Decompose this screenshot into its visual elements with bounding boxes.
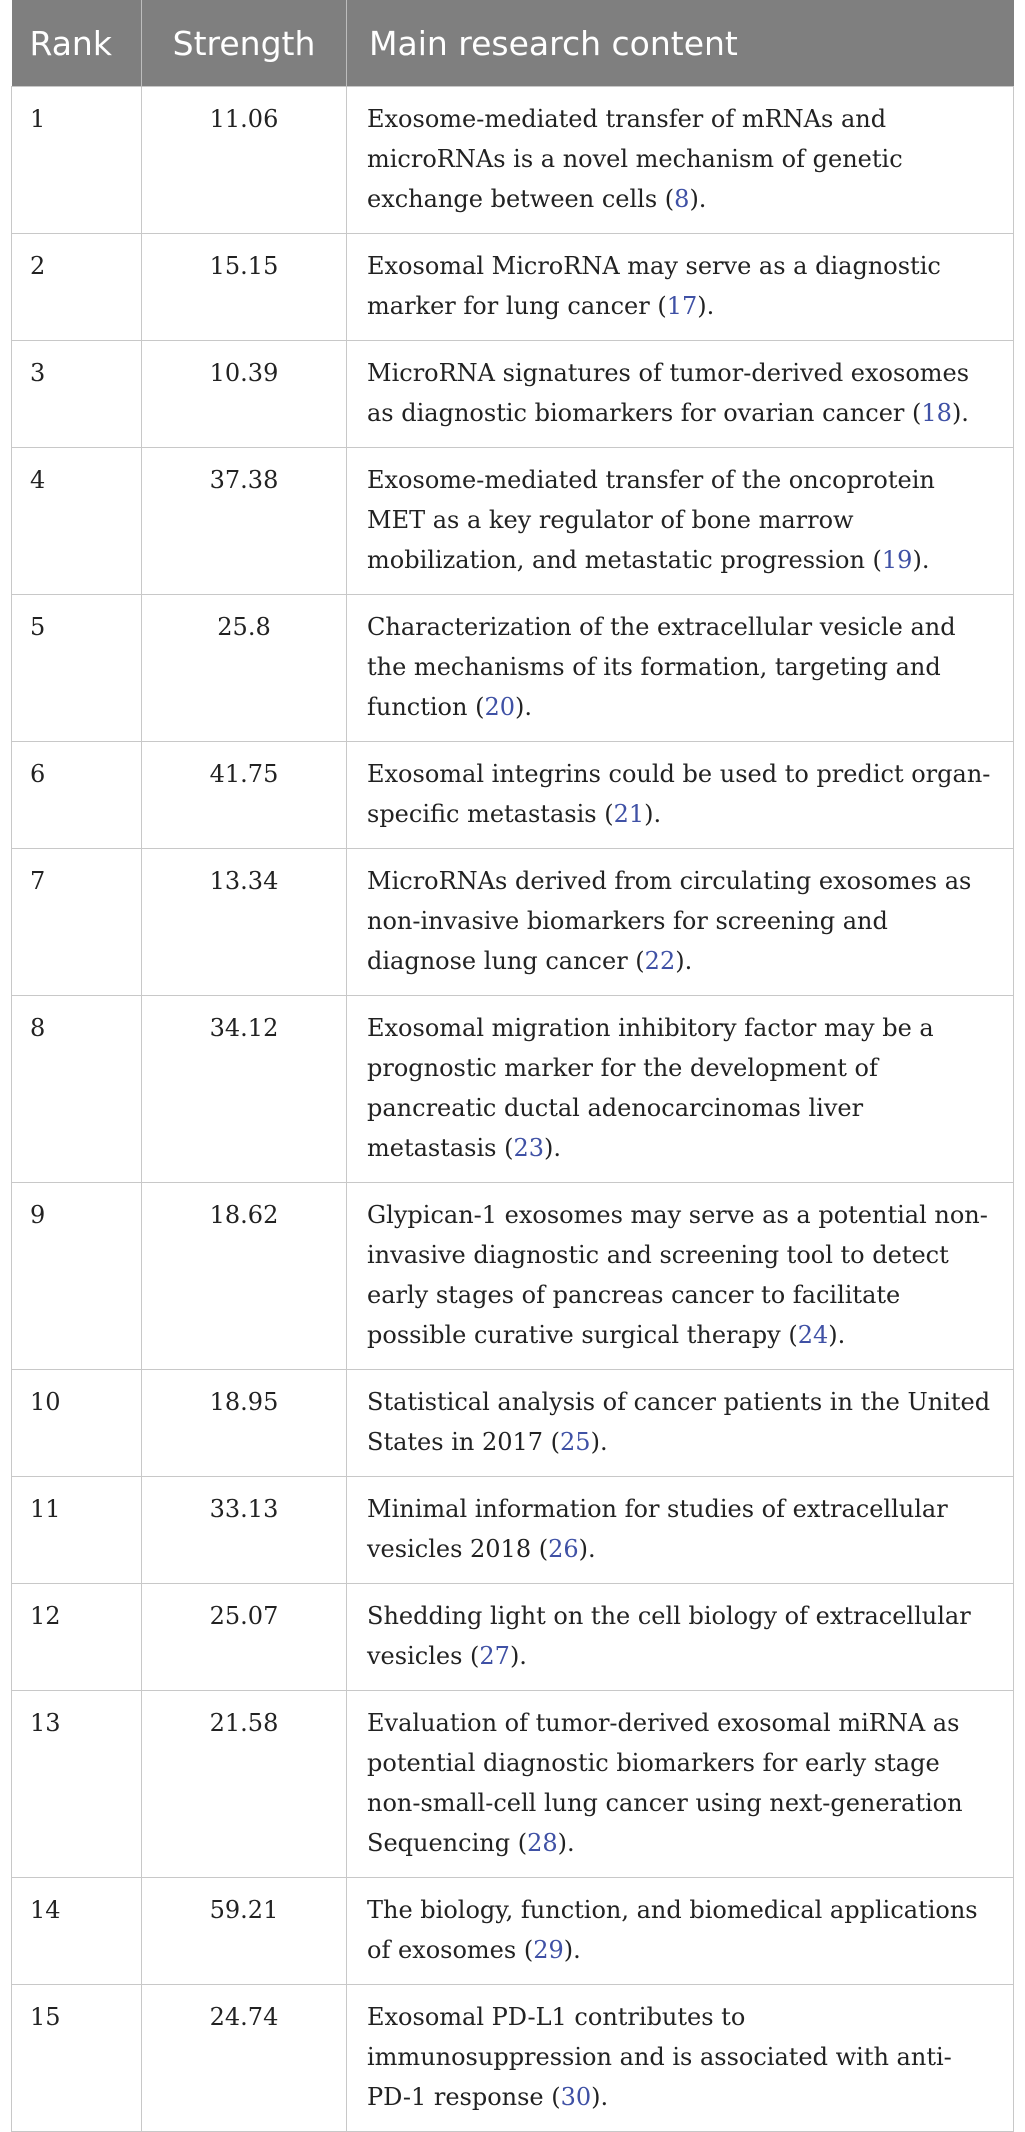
content-text: MicroRNA signatures of tumor-derived exosomes as diagnostic biomarkers for ovarian cancer ( — [367, 359, 970, 427]
content-cell — [347, 595, 1014, 742]
content-cell — [347, 1183, 1014, 1370]
strength-cell: 41.75 — [142, 742, 347, 849]
content-text-tail: ). — [590, 1428, 608, 1456]
rank-cell: 13 — [12, 1691, 142, 1878]
rank-cell: 1 — [12, 87, 142, 234]
table-body — [12, 87, 1014, 2132]
content-text: Exosomal MicroRNA may serve as a diagnostic marker for lung cancer ( — [367, 252, 941, 320]
header-strength: Strength — [142, 0, 347, 87]
strength-cell: 11.06 — [142, 87, 347, 234]
header-row — [12, 0, 1014, 87]
reference-link[interactable]: 21 — [613, 800, 645, 828]
table-row — [12, 448, 1014, 595]
reference-link[interactable]: 30 — [560, 2083, 592, 2111]
content-cell — [347, 1370, 1014, 1477]
content-cell — [347, 1584, 1014, 1691]
content-text-tail: ). — [697, 292, 715, 320]
table-row — [12, 87, 1014, 234]
rank-cell: 2 — [12, 234, 142, 341]
reference-link[interactable]: 27 — [479, 1642, 510, 1670]
table-row — [12, 1370, 1014, 1477]
rank-cell: 6 — [12, 742, 142, 849]
content-text-tail: ). — [557, 1829, 575, 1857]
reference-link[interactable]: 17 — [666, 292, 698, 320]
table-row — [12, 595, 1014, 742]
content-cell — [347, 742, 1014, 849]
reference-link[interactable]: 19 — [881, 546, 913, 574]
research-table-container — [11, 0, 1013, 2132]
table-header — [12, 0, 1014, 87]
content-cell — [347, 341, 1014, 448]
strength-cell: 37.38 — [142, 448, 347, 595]
content-text: Exosome-mediated transfer of mRNAs and microRNAs is a novel mechanism of genetic exchange between cells ( — [367, 105, 903, 213]
reference-link[interactable]: 24 — [797, 1321, 829, 1349]
content-text-tail: ). — [515, 693, 533, 721]
rank-cell: 4 — [12, 448, 142, 595]
content-text-tail: ). — [951, 399, 969, 427]
header-rank: Rank — [12, 0, 142, 87]
rank-cell: 9 — [12, 1183, 142, 1370]
reference-link[interactable]: 22 — [644, 947, 676, 975]
content-cell — [347, 87, 1014, 234]
strength-cell: 59.21 — [142, 1878, 347, 1985]
content-cell — [347, 996, 1014, 1183]
table-row — [12, 1878, 1014, 1985]
content-text: Statistical analysis of cancer patients in the United States in 2017 ( — [367, 1388, 991, 1456]
research-table — [11, 0, 1014, 2132]
strength-cell: 18.62 — [142, 1183, 347, 1370]
strength-cell: 25.8 — [142, 595, 347, 742]
content-text: Shedding light on the cell biology of extracellular vesicles ( — [367, 1602, 971, 1670]
rank-cell: 7 — [12, 849, 142, 996]
strength-cell: 24.74 — [142, 1985, 347, 2132]
content-text: MicroRNAs derived from circulating exosomes as non-invasive biomarkers for screening and diagnose lung cancer ( — [367, 867, 972, 975]
content-text-tail: ). — [912, 546, 930, 574]
content-text-tail: ). — [578, 1535, 596, 1563]
table-row — [12, 996, 1014, 1183]
reference-link[interactable]: 23 — [513, 1134, 545, 1162]
content-text-tail: ). — [644, 800, 662, 828]
content-cell — [347, 1477, 1014, 1584]
reference-link[interactable]: 18 — [921, 399, 952, 427]
content-text: Glypican-1 exosomes may serve as a potential non-invasive diagnostic and screening tool to detect early stages of pancreas cancer to facilitate possible curative surgical therapy ( — [367, 1201, 988, 1349]
content-text: Minimal information for studies of extracellular vesicles 2018 ( — [367, 1495, 948, 1563]
rank-cell: 12 — [12, 1584, 142, 1691]
strength-cell: 21.58 — [142, 1691, 347, 1878]
rank-cell: 15 — [12, 1985, 142, 2132]
content-text-tail: ). — [828, 1321, 846, 1349]
reference-link[interactable]: 20 — [484, 693, 516, 721]
table-row — [12, 1691, 1014, 1878]
content-text-tail: ). — [563, 1936, 581, 1964]
rank-cell: 10 — [12, 1370, 142, 1477]
content-cell — [347, 448, 1014, 595]
table-row — [12, 1985, 1014, 2132]
strength-cell: 33.13 — [142, 1477, 347, 1584]
content-cell — [347, 1878, 1014, 1985]
strength-cell: 10.39 — [142, 341, 347, 448]
rank-cell: 14 — [12, 1878, 142, 1985]
table-row — [12, 1477, 1014, 1584]
table-row — [12, 1584, 1014, 1691]
content-text: Exosomal integrins could be used to predict organ-specific metastasis ( — [367, 760, 991, 828]
strength-cell: 15.15 — [142, 234, 347, 341]
table-row — [12, 341, 1014, 448]
reference-link[interactable]: 29 — [533, 1936, 564, 1964]
strength-cell: 13.34 — [142, 849, 347, 996]
content-cell — [347, 1691, 1014, 1878]
content-text-tail: ). — [544, 1134, 562, 1162]
content-text: Exosomal PD-L1 contributes to immunosuppression and is associated with anti-PD-1 response ( — [367, 2003, 952, 2111]
content-text-tail: ). — [591, 2083, 609, 2111]
header-main-research-content: Main research content — [347, 0, 1014, 87]
reference-link[interactable]: 25 — [560, 1428, 591, 1456]
rank-cell: 5 — [12, 595, 142, 742]
table-row — [12, 1183, 1014, 1370]
strength-cell: 18.95 — [142, 1370, 347, 1477]
content-cell — [347, 849, 1014, 996]
content-text-tail: ). — [675, 947, 693, 975]
strength-cell: 34.12 — [142, 996, 347, 1183]
table-row — [12, 849, 1014, 996]
content-text: Exosomal migration inhibitory factor may be a prognostic marker for the development of pancreatic ductal adenocarcinomas liver metastasis ( — [367, 1014, 934, 1162]
table-row — [12, 234, 1014, 341]
reference-link[interactable]: 26 — [548, 1535, 579, 1563]
content-text: Evaluation of tumor-derived exosomal miRNA as potential diagnostic biomarkers for early stage non-small-cell lung cancer using next-generation Sequencing ( — [367, 1709, 963, 1857]
strength-cell: 25.07 — [142, 1584, 347, 1691]
content-cell — [347, 1985, 1014, 2132]
table-row — [12, 742, 1014, 849]
content-text: Characterization of the extracellular vesicle and the mechanisms of its formation, targeting and function ( — [367, 613, 956, 721]
content-text-tail: ). — [509, 1642, 527, 1670]
rank-cell: 8 — [12, 996, 142, 1183]
content-text: The biology, function, and biomedical applications of exosomes ( — [367, 1896, 978, 1964]
reference-link[interactable]: 8 — [674, 185, 690, 213]
reference-link[interactable]: 28 — [527, 1829, 558, 1857]
rank-cell: 11 — [12, 1477, 142, 1584]
rank-cell: 3 — [12, 341, 142, 448]
content-text: Exosome-mediated transfer of the oncoprotein MET as a key regulator of bone marrow mobilization, and metastatic progression ( — [367, 466, 935, 574]
content-text-tail: ). — [689, 185, 707, 213]
content-cell — [347, 234, 1014, 341]
